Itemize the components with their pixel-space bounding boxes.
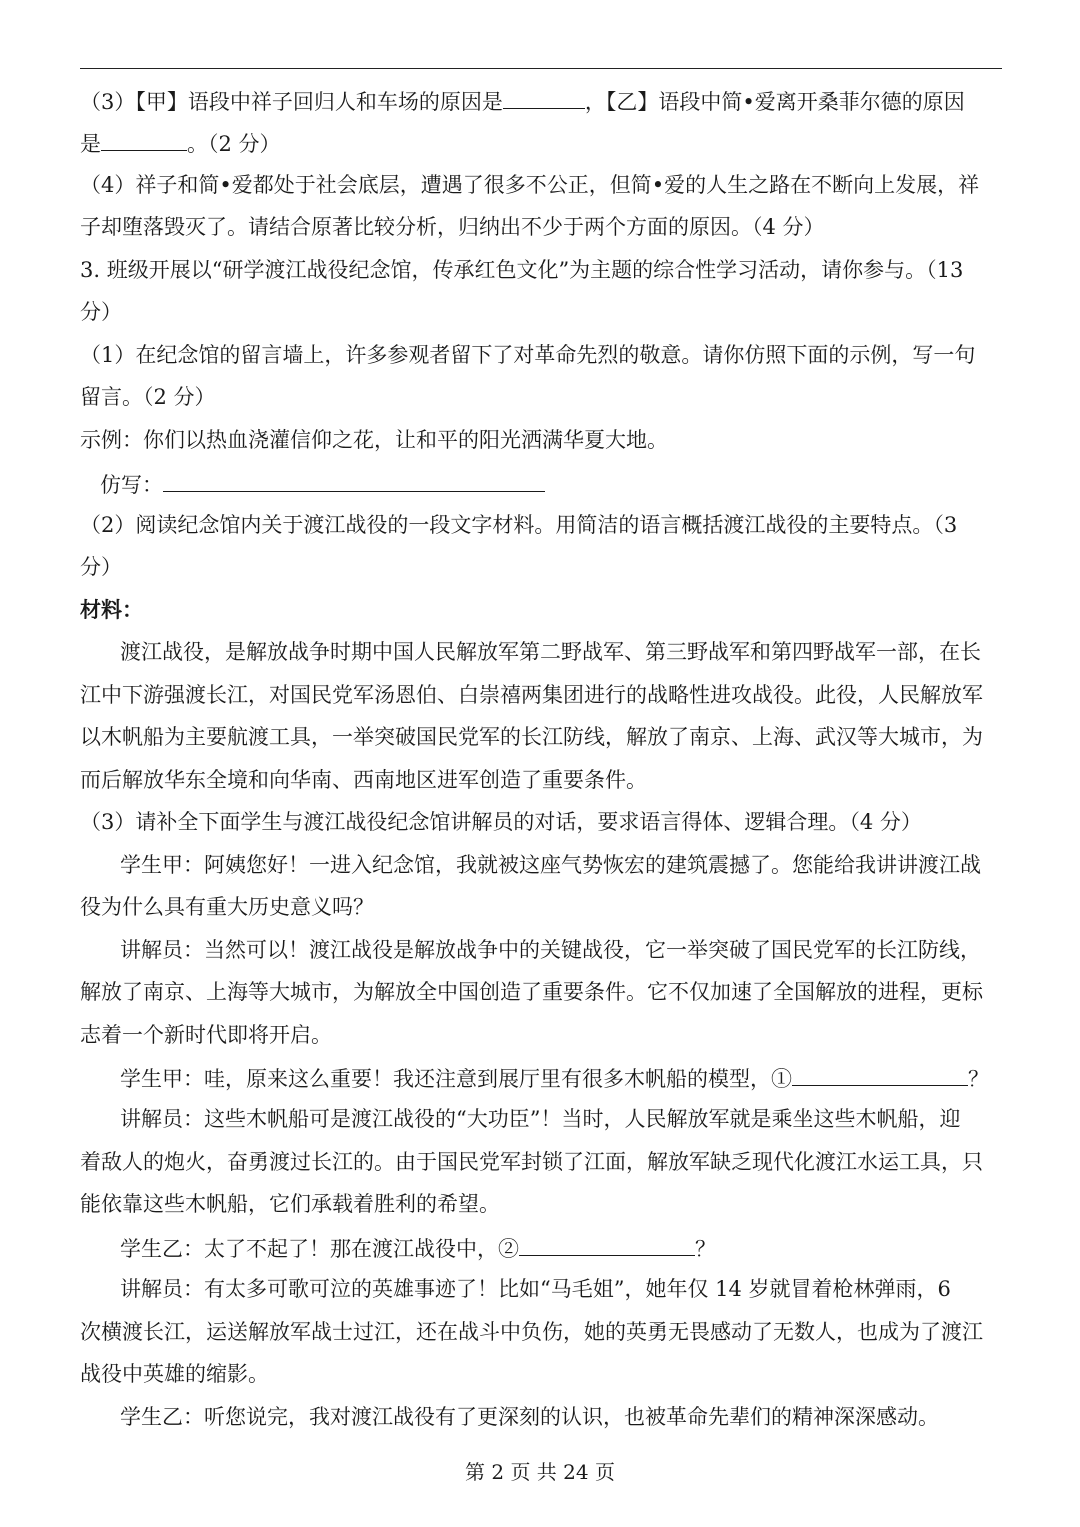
dialogue-line-blank-2: 学生乙：太了不起了！那在渡江战役中，② ？: [120, 1233, 1045, 1263]
dialogue-line: 役为什么具有重大历史意义吗？: [80, 895, 374, 919]
dialogue-line: 讲解员：当然可以！渡江战役是解放战争中的关键战役，它一举突破了国民党军的长江防线，: [120, 938, 981, 962]
sub2-line-1: （2）阅读纪念馆内关于渡江战役的一段文字材料。用简洁的语言概括渡江战役的主要特点。（3: [80, 513, 958, 537]
dialogue-line: 讲解员：有太多可歌可泣的英雄事迹了！比如“马毛姐”，她年仅 14 岁就冒着枪林弹雨，6: [120, 1277, 951, 1301]
material-line: 渡江战役，是解放战争时期中国人民解放军第二野战军、第三野战军和第四野战军一部，在长: [120, 640, 981, 664]
top-rule: [80, 68, 1002, 69]
dialogue-line: 学生甲：阿姨您好！一进入纪念馆，我就被这座气势恢宏的建筑震撼了。您能给我讲讲渡江战: [120, 853, 981, 877]
dialogue-line: 解放了南京、上海等大城市，为解放全中国创造了重要条件。它不仅加速了全国解放的进程，更标: [80, 980, 983, 1004]
q4-line-1: （4）祥子和简•爱都处于社会底层，遭遇了很多不公正，但简•爱的人生之路在不断向上发展，祥: [80, 173, 980, 197]
dialogue-line-blank-1: 学生甲：哇，原来这么重要！我还注意到展厅里有很多木帆船的模型，① ？: [120, 1063, 1045, 1093]
q3-line-2: 是 。（2 分）: [80, 128, 1005, 158]
question-3-line-2: 分）: [80, 300, 122, 324]
dialogue-line: 学生乙：听您说完，我对渡江战役有了更深刻的认识，也被革命先辈们的精神深深感动。: [120, 1405, 939, 1429]
dialogue-line: 战役中英雄的缩影。: [80, 1362, 269, 1386]
sub1-line-2: 留言。（2 分）: [80, 385, 216, 409]
answer-blank-1[interactable]: [792, 1063, 968, 1086]
dialogue-line: 志着一个新时代即将开启。: [80, 1023, 332, 1047]
answer-blank[interactable]: [101, 128, 187, 151]
material-line: 而后解放华东全境和向华南、西南地区进军创造了重要条件。: [80, 768, 647, 792]
sub2-line-2: 分）: [80, 555, 122, 579]
dialogue-line: 次横渡长江，运送解放军战士过江，还在战斗中负伤，她的英勇无畏感动了无数人，也成为了渡江: [80, 1320, 983, 1344]
answer-blank[interactable]: [503, 86, 585, 109]
material-line: 以木帆船为主要航渡工具，一举突破国民党军的长江防线，解放了南京、上海、武汉等大城市，为: [80, 725, 983, 749]
dialogue-line: 能依靠这些木帆船，它们承载着胜利的希望。: [80, 1192, 500, 1216]
sub1-line-1: （1）在纪念馆的留言墙上，许多参观者留下了对革命先烈的敬意。请你仿照下面的示例，写一句: [80, 343, 976, 367]
q4-line-2: 子却堕落毁灭了。请结合原著比较分析，归纳出不少于两个方面的原因。（4 分）: [80, 215, 825, 239]
question-3-line-1: 3. 班级开展以“研学渡江战役纪念馆，传承红色文化”为主题的综合性学习活动，请你参与。（13: [80, 258, 964, 282]
sub1-example: 示例：你们以热血浇灌信仰之花，让和平的阳光洒满华夏大地。: [80, 428, 668, 452]
imitate-line: 仿写：: [100, 469, 1025, 499]
dialogue-line: 讲解员：这些木帆船可是渡江战役的“大功臣”！当时，人民解放军就是乘坐这些木帆船，迎: [120, 1107, 961, 1131]
imitate-blank[interactable]: [163, 469, 545, 492]
page-footer: 第 2 页 共 24 页: [465, 1460, 615, 1484]
material-line: 江中下游强渡长江，对国民党军汤恩伯、白崇禧两集团进行的战略性进攻战役。此役，人民解放军: [80, 683, 983, 707]
dialogue-line: 着敌人的炮火，奋勇渡过长江的。由于国民党军封锁了江面，解放军缺乏现代化渡江水运工具，只: [80, 1150, 983, 1174]
sub3-line-1: （3）请补全下面学生与渡江战役纪念馆讲解员的对话，要求语言得体、逻辑合理。（4 分）: [80, 810, 922, 834]
q3-line-1: （3）【甲】语段中祥子回归人和车场的原因是 ，【乙】语段中简•爱离开桑菲尔德的原因: [80, 86, 1005, 116]
material-label: 材料：: [80, 597, 143, 622]
answer-blank-2[interactable]: [519, 1233, 695, 1256]
